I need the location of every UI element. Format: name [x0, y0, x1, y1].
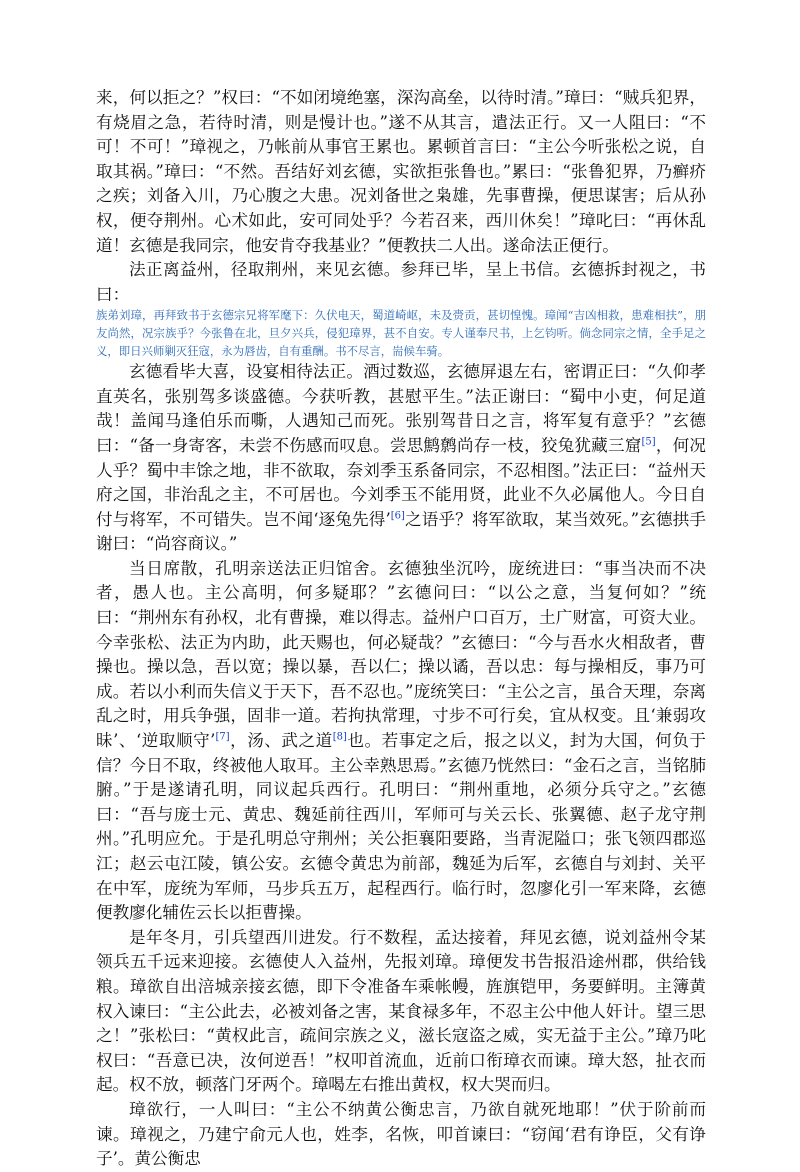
- paragraph: [96, 557, 706, 926]
- text-run: ，汤、武之道: [229, 731, 333, 751]
- footnote-link[interactable]: [7]: [215, 731, 230, 743]
- paragraph: [96, 360, 706, 557]
- footnote-link[interactable]: [5]: [641, 436, 656, 448]
- paragraph: 是年冬月，引兵望西川进发。行不数程，孟达接着，拜见玄德，说刘益州令某领兵五千远来迎接。玄德使人入益州，先报刘璋。璋便发书告报沿途州郡，供给钱粮。璋欲自出涪城亲接玄德，即下令准备车乘帐幔，旌旗铠甲，务要鲜明。主簿黄权入谏曰：“主公此去，必被刘备之害，某食禄多年，不忍主公中他人奸计。望三思之！”张松曰：“黄权此言，疏间宗族之义，滋长寇盗之威，实无益于主公。”璋乃叱权曰：“吾意已决，汝何逆吾！”权叩首流血，近前口衔璋衣而谏。璋大怒，扯衣而起。权不放，顿落门牙两个。璋喝左右推出黄权，权大哭而归。: [96, 927, 706, 1095]
- footnote-link[interactable]: [8]: [332, 731, 347, 743]
- paragraph: 来，何以拒之？”权曰：“不如闭境绝塞，深沟高垒，以待时清。”璋曰：“贼兵犯界，有烧眉之急，若待时清，则是慢计也。”遂不从其言，遣法正行。又一人阻曰：“不可！不可！”璋视之，乃帐前从事官王累也。累顿首言曰：“主公今听张松之说，自取其祸。”璋曰：“不然。吾结好刘玄德，实欲拒张鲁也。”累曰：“张鲁犯界，乃癣疥之疾；刘备入川，乃心腹之大患。况刘备世之枭雄，先事曹操，便思谋害；后从孙权，便夺荆州。心术如此，安可同处乎？今若召来，西川休矣！”璋叱曰：“再休乱道！玄德是我同宗，他安肯夺我基业？”便教扶二人出。遂命法正便行。: [96, 88, 706, 255]
- text-run: 之语乎？将军欲取，某当效死。”玄德拱手谢曰：“尚容商议。”: [96, 509, 706, 554]
- text-run: 当日席散，孔明亲送法正归馆舍。玄德独坐沉吟，庞统进曰：“事当决而不决者，愚人也。主公高明，何多疑耶？”玄德问曰：“以公之意，当复何如？”统曰：“荆州东有孙权，北有曹操，难以得志。益州户口百万，土广财富，可资大业。今幸张松、法正为内助，此天赐也，何必疑哉？”玄德曰：“今与吾水火相敌者，曹操也。操以急，吾以宽；操以暴，吾以仁；操以谲，吾以忠：每与操相反，事乃可成。若以小利而失信义于天下，吾不忍也。”庞统笑曰：“主公之言，虽合天理，奈离乱之时，用兵争强，固非一道。若拘执常理，寸步不可行矣，宜从权变。且‘兼弱攻昧’、‘逆取顺守’: [96, 558, 706, 751]
- footnote-link[interactable]: [6]: [390, 510, 405, 522]
- document-page: [96, 86, 706, 1172]
- text-run: ，何况人乎？蜀中丰馀之地，非不欲取，奈刘季玉系备同宗，不忍相图。”法正曰：“益州天府之国，非治乱之主，不可居也。今刘季玉不能用贤，此业不久必属他人。今日自付与将军，不可错失。岂不闻‘逐兔先得’: [96, 435, 707, 529]
- paragraph: 法正离益州，径取荆州，来见玄德。参拜已毕，呈上书信。玄德拆封视之，书曰：: [96, 260, 706, 304]
- text-run: 也。若事定之后，报之以义，封为大国，何负于信？今日不取，终被他人取耳。主公幸熟思焉。”玄德乃恍然曰：“金石之言，当铭肺腑。”于是遂请孔明，同议起兵西行。孔明曰：“荆州重地，必须分兵守之。”玄德曰：“吾与庞士元、黄忠、魏延前往西川，军师可与关云长、张翼德、赵子龙守荆州。”孔明应允。于是孔明总守荆州；关公拒襄阳要路，当青泥隘口；张飞领四郡巡江；赵云屯江陵，镇公安。玄德令黄忠为前部，魏延为后军，玄德自与刘封、关平在中军，庞统为军师，马步兵五万，起程西行。临行时，忽廖化引一军来降，玄德便教廖化辅佐云长以拒曹操。: [96, 731, 707, 923]
- letter-quote: 族弟刘璋，再拜致书于玄德宗兄将军麾下：久伏电天，蜀道崎岖，未及赍贡，甚切惶愧。璋闻“吉凶相救，患难相扶”，朋友尚然，况宗族乎？今张鲁在北，旦夕兴兵，侵犯璋界，甚不自安。专人谨奉尺书，上乞钧听。倘念同宗之情，全手足之义，即日兴师剿灭狂寇，永为唇齿，自有重酬。书不尽言，耑候车骑。: [96, 308, 706, 358]
- paragraph: 璋欲行，一人叫曰：“主公不纳黄公衡忠言，乃欲自就死地耶！”伏于阶前而谏。璋视之，乃建宁俞元人也，姓李，名恢，叩首谏曰：“窃闻‘君有诤臣，父有诤子’。黄公衡忠: [96, 1099, 706, 1169]
- text-run: 玄德看毕大喜，设宴相待法正。酒过数巡，玄德屏退左右，密谓正曰：“久仰孝直英名，张别驾多谈盛德。今获听教，甚慰平生。”法正谢曰：“蜀中小吏，何足道哉！盖闻马逢伯乐而嘶，人遇知己而死。张别驾昔日之言，将军复有意乎？”玄德曰：“备一身寄客，未尝不伤感而叹息。尝思鹪鹩尚存一枝，狡兔犹藏三窟: [96, 362, 706, 455]
